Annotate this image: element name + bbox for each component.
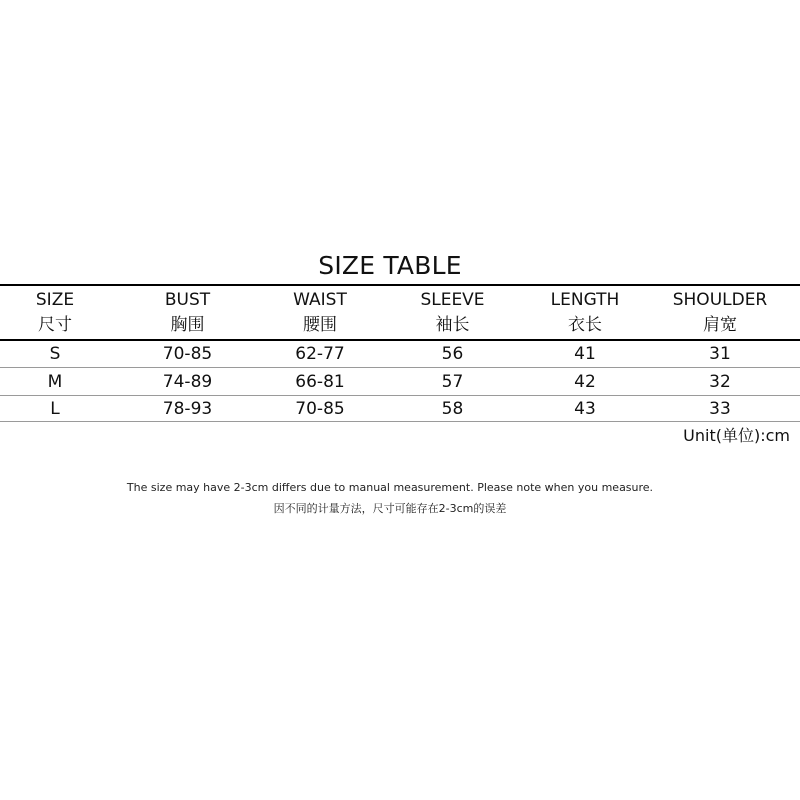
header-shoulder: SHOULDER (672, 290, 768, 310)
header-row-chinese (0, 314, 800, 336)
cell-shoulder: 32 (709, 372, 731, 392)
cell-size: S (49, 344, 61, 364)
header-row-english (0, 289, 800, 311)
cell-length: 43 (574, 399, 596, 419)
table-title: SIZE TABLE (318, 251, 462, 280)
header-sleeve-zh: 袖长 (435, 315, 470, 335)
header-size-zh: 尺寸 (38, 315, 72, 335)
cell-waist: 70-85 (295, 399, 345, 419)
table-bottom-border (0, 421, 800, 422)
cell-sleeve: 56 (441, 344, 464, 364)
row-divider (0, 367, 800, 368)
header-size: SIZE (35, 290, 75, 310)
cell-size: L (50, 399, 60, 419)
cell-waist: 62-77 (295, 344, 345, 364)
header-waist-zh: 腰围 (303, 315, 337, 335)
cell-length: 42 (574, 372, 596, 392)
header-length-zh: 衣长 (568, 315, 602, 335)
measurement-note-english: The size may have 2-3cm differs due to manual measurement. Please note when you measure. (126, 481, 654, 494)
table-row (0, 398, 800, 420)
cell-bust: 70-85 (162, 344, 213, 364)
table-row (0, 343, 800, 365)
cell-bust: 74-89 (162, 372, 213, 392)
row-divider (0, 395, 800, 396)
measurement-note-chinese: 因不同的计量方法，尺寸可能存在2-3cm的误差 (273, 502, 507, 515)
unit-label: Unit(单位):cm (683, 426, 790, 445)
cell-sleeve: 58 (441, 399, 464, 419)
header-shoulder-zh: 肩宽 (703, 315, 737, 335)
cell-size: M (47, 372, 63, 392)
cell-shoulder: 33 (709, 399, 731, 419)
header-bust: BUST (164, 290, 211, 310)
header-bust-zh: 胸围 (170, 315, 205, 335)
cell-bust: 78-93 (162, 399, 213, 419)
header-bottom-border (0, 339, 800, 341)
cell-sleeve: 57 (441, 372, 464, 392)
header-length: LENGTH (550, 290, 620, 310)
header-sleeve: SLEEVE (420, 290, 485, 310)
table-row (0, 371, 800, 393)
cell-length: 41 (574, 344, 596, 364)
cell-shoulder: 31 (709, 344, 731, 364)
cell-waist: 66-81 (295, 372, 345, 392)
table-top-border (0, 284, 800, 286)
header-waist: WAIST (293, 290, 347, 310)
